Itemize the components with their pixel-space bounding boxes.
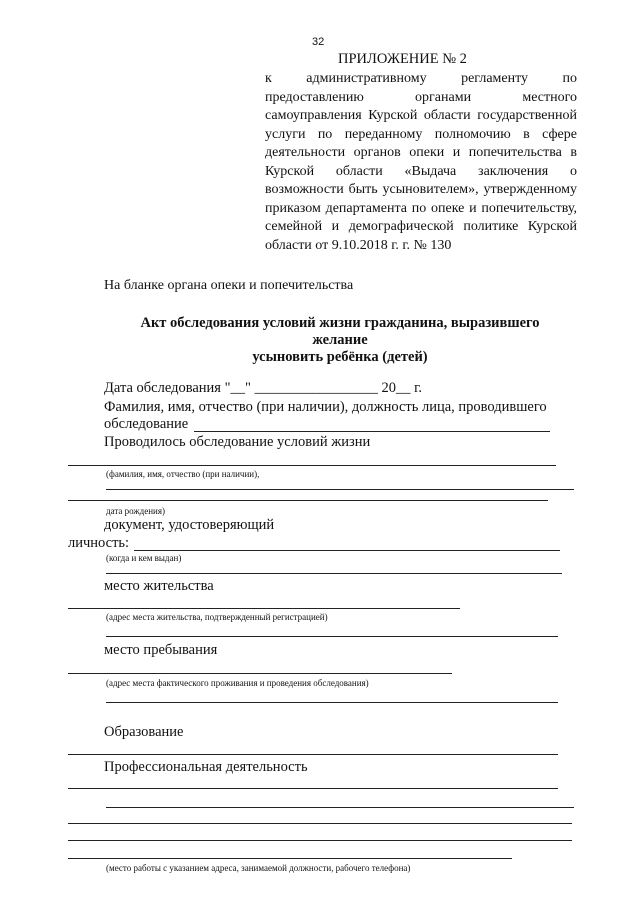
profession-label: Профессиональная деятельность bbox=[104, 759, 308, 775]
inspector-label-line-2: обследование bbox=[104, 416, 189, 432]
profession-input-line-5[interactable] bbox=[68, 858, 512, 859]
document-title-line-3: усыновить ребёнка (детей) bbox=[252, 349, 428, 365]
document-title-line-1: Акт обследования условий жизни гражданина, выразившего bbox=[140, 315, 540, 331]
stay-input-line[interactable] bbox=[68, 673, 452, 674]
fio-input-line[interactable] bbox=[68, 465, 556, 466]
profession-input-line-3[interactable] bbox=[68, 823, 572, 824]
stay-input-line-2[interactable] bbox=[106, 702, 558, 703]
document-title bbox=[115, 315, 565, 366]
caption-issued: (когда и кем выдан) bbox=[106, 553, 182, 563]
profession-input-line-2[interactable] bbox=[106, 807, 574, 808]
blank-note: На бланке органа опеки и попечительства bbox=[104, 278, 354, 293]
stay-label: место пребывания bbox=[104, 642, 218, 658]
birth-input-line[interactable] bbox=[68, 500, 548, 501]
document-label-line-2: личность: bbox=[68, 535, 130, 551]
inspector-label-line-1: Фамилия, имя, отчество (при наличии), должность лица, проводившего bbox=[104, 399, 547, 415]
inspector-input-line[interactable] bbox=[194, 431, 550, 432]
page-number: 32 bbox=[312, 36, 325, 48]
residence-input-line-2[interactable] bbox=[106, 636, 558, 637]
education-input-line[interactable] bbox=[68, 754, 558, 755]
caption-birth: дата рождения) bbox=[106, 506, 165, 516]
education-label: Образование bbox=[104, 724, 184, 740]
caption-residence: (адрес места жительства, подтвержденный регистрацией) bbox=[106, 612, 328, 622]
profession-input-line-4[interactable] bbox=[68, 840, 572, 841]
residence-input-line[interactable] bbox=[68, 608, 460, 609]
document-input-line[interactable] bbox=[134, 550, 560, 551]
date-label: Дата обследования "__" _________________ 20__ г. bbox=[104, 380, 423, 396]
residence-label: место жительства bbox=[104, 578, 214, 594]
appendix-text: к административному регламенту по предоставлению органами местного самоуправления Курской области государственной услуги по переданному полномочию в сфере деятельности органов опеки и попечительства в Курской области «Выдача заключения о возможности быть усыновителем», утвержденному приказом департамента по опеке и попечительству, семейной и демографической политике Курской области от 9.10.2018 г. г. № 130 bbox=[265, 71, 577, 253]
document-title-line-2: желание bbox=[312, 332, 368, 348]
appendix-title: ПРИЛОЖЕНИЕ № 2 bbox=[338, 51, 467, 67]
conducted-label: Проводилось обследование условий жизни bbox=[104, 434, 371, 450]
fio-input-line-2[interactable] bbox=[106, 489, 574, 490]
document-label-line-1: документ, удостоверяющий bbox=[104, 517, 275, 533]
document-input-line-2[interactable] bbox=[106, 573, 562, 574]
caption-stay: (адрес места фактического проживания и проведения обследования) bbox=[106, 678, 369, 688]
caption-work: (место работы с указанием адреса, занимаемой должности, рабочего телефона) bbox=[106, 863, 411, 873]
profession-input-line[interactable] bbox=[68, 788, 558, 789]
caption-fio: (фамилия, имя, отчество (при наличии), bbox=[106, 469, 260, 479]
